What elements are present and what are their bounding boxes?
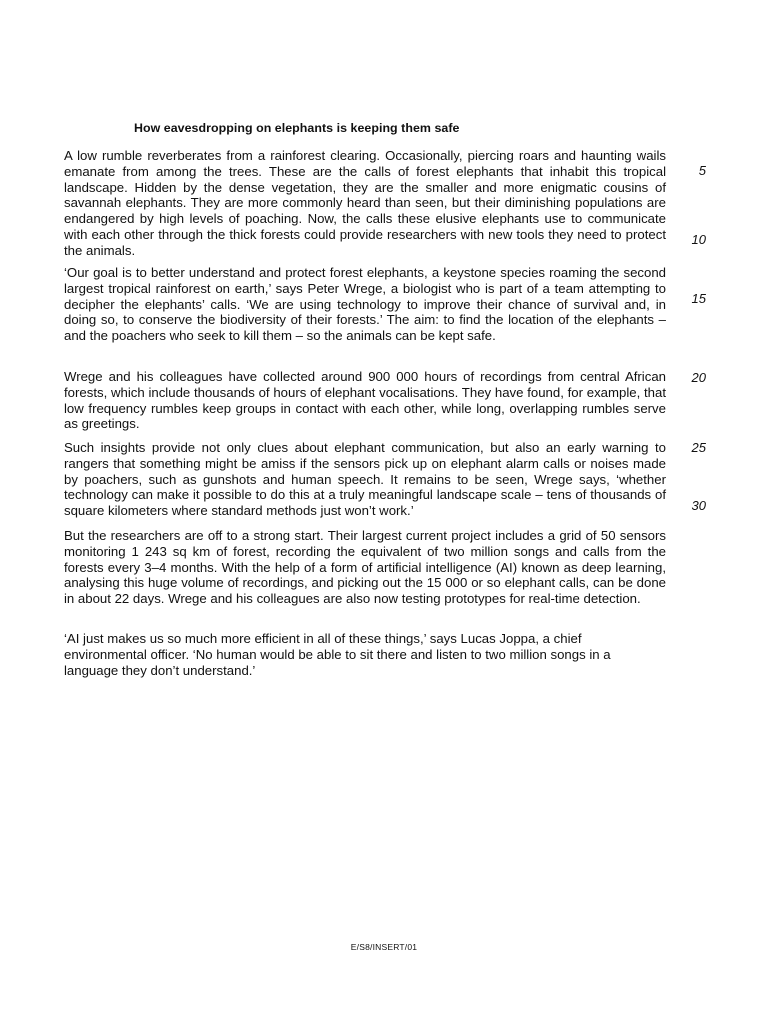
- paragraph-1: A low rumble reverberates from a rainforest clearing. Occasionally, piercing roars and haunting wails emanate from among the trees. These are the calls of forest elephants that inhabit this tropical landscape. Hidden by the dense vegetation, they are the smaller and more enigmatic cousins of savannah elephants. They are more commonly heard than seen, but their diminishing populations are endangered by high levels of poaching. Now, the calls these elusive elephants use to communicate with each other through the thick forests could provide researchers with new tools they need to protect the animals.: [64, 148, 666, 258]
- paragraph-3: Wrege and his colleagues have collected around 900 000 hours of recordings from central African forests, which include thousands of hours of elephant vocalisations. They have found, for example, that low frequency rumbles keep groups in contact with each other, while long, overlapping rumbles serve as greetings.: [64, 369, 666, 432]
- paragraph-2: ‘Our goal is to better understand and protect forest elephants, a keystone species roaming the second largest tropical rainforest on earth,’ says Peter Wrege, a biologist who is part of a team attempting to decipher the elephants’ calls. ‘We are using technology to improve their chance of survival and, in doing so, to conserve the biodiversity of their forests.’ The aim: to find the location of the elephants – and the poachers who seek to kill them – so the animals can be kept safe.: [64, 265, 666, 344]
- article-title: How eavesdropping on elephants is keeping them safe: [134, 121, 460, 135]
- line-number-5: 5: [698, 163, 706, 178]
- paragraph-4: Such insights provide not only clues about elephant communication, but also an early warning to rangers that something might be amiss if the sensors pick up on elephant alarm calls or noises made by poachers, such as gunshots and human speech. It remains to be seen, Wrege says, ‘whether technology can make it possible to do this at a truly meaningful landscape scale – tens of thousands of square kilometers where standard methods just won’t work.’: [64, 440, 666, 519]
- line-number-25: 25: [691, 440, 706, 455]
- line-number-10: 10: [691, 232, 706, 247]
- document-footer-code: E/S8/INSERT/01: [350, 942, 418, 952]
- line-number-30: 30: [691, 498, 706, 513]
- paragraph-5: But the researchers are off to a strong start. Their largest current project includes a grid of 50 sensors monitoring 1 243 sq km of forest, recording the equivalent of two million songs and calls from the forests every 3–4 months. With the help of a form of artificial intelligence (AI) known as deep learning, analysing this huge volume of recordings, and picking out the 15 000 or so elephant calls, can be done in about 22 days. Wrege and his colleagues are also now testing prototypes for real-time detection.: [64, 528, 666, 607]
- line-number-20: 20: [691, 370, 706, 385]
- paragraph-6: ‘AI just makes us so much more efficient in all of these things,’ says Lucas Joppa, a chief environmental officer. ‘No human would be able to sit there and listen to two million songs in a language they don’t understand.’: [64, 631, 611, 678]
- line-number-15: 15: [691, 291, 706, 306]
